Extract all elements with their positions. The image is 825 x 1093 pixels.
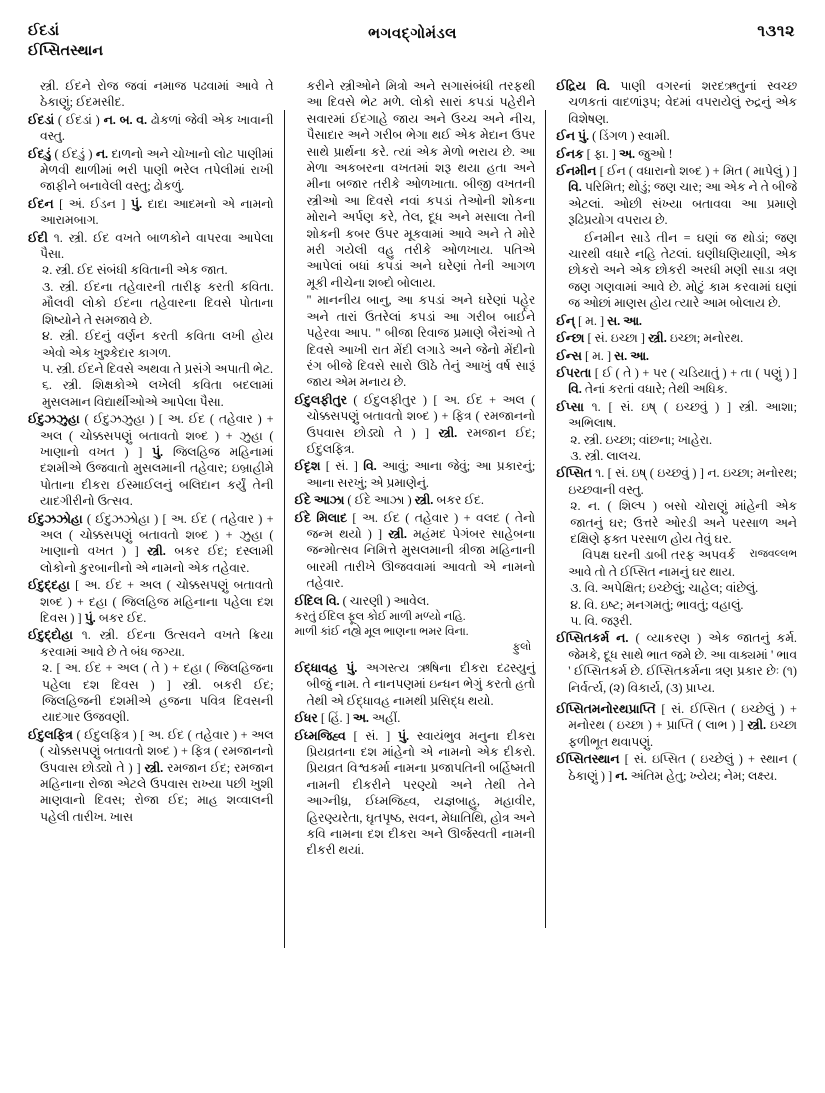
quote-line: અને તારાં ઉતરેલાં કપડાં આ ગરીબ બાર્ઈને: [306, 309, 536, 324]
headword: ઈપ્સિતકર્મ: [556, 631, 610, 646]
definition: આવું; આના જેવું; આ પ્રકારનું; આના સરખું; એ પ્રમાણેનું.: [306, 459, 536, 490]
entry-continuation: [28, 78, 274, 111]
headword: ઈપ્સિત: [556, 466, 592, 481]
note-attribution: રાજવલ્લભ: [749, 548, 797, 561]
headword: ઈદુલફીતુર: [294, 392, 347, 407]
definition: જુઓ !: [638, 146, 673, 161]
headword: ઈદડાં: [28, 112, 55, 127]
part-of-speech: સ્ત્રી.: [388, 526, 407, 541]
entry-idadan: [28, 112, 274, 145]
sense-1: ૧. સ્ત્રી. ઈદના ઉત્સવને વખતે ક્રિયા કરવામાં આવે છે તે બંધ જગ્યા.: [40, 628, 274, 659]
headword: ઈપરતા: [556, 365, 592, 380]
headword: ઈદુદ્દોહા: [28, 628, 73, 643]
column-2: [285, 78, 546, 1078]
part-of-speech: પું.: [346, 660, 358, 675]
etymology: ( ઈદુઝઝુહા ) [ અ. ઈદ ( તહેવાર ) + અલ ( ચોક્કસપણું બતાવતો શબ્દ ) + ઝુહા ( ખાણાનો વખત ) ]: [40, 412, 274, 459]
etymology: [ સં. ]: [325, 459, 358, 474]
sense-1: ૧. સ્ત્રી. ઈદ વખતે બાળકોને વાપરવા આપેલા પૈસા.: [40, 230, 274, 262]
guide-word-first: ઈદડાં: [28, 23, 60, 39]
headword: ઈદી: [28, 230, 48, 245]
entry-ipsit: [556, 465, 797, 629]
part-of-speech: અ.: [352, 711, 369, 726]
headword: ઈદિલ: [294, 593, 323, 608]
note-line: ઈનમીન સાડે તીન = ઘણાં જ થોડાં; જણ: [584, 230, 797, 245]
sense-1: ૧. [ સં. ઇષ્ ( ઇચ્છવું ) ] સ્ત્રી. આશા; અભિલાષ.: [568, 399, 797, 431]
headword: ઈધ્મજિહ્વ: [294, 728, 346, 743]
entry-inak: [556, 146, 797, 162]
etymology: [ અ. ઈદ ( તહેવાર ) + વલદ ( તેનો જન્મ થયો ) ]: [306, 510, 536, 541]
entry-in: [556, 128, 797, 144]
part-of-speech: સ્ત્રી.: [147, 544, 166, 559]
definition: અહીં.: [371, 711, 401, 726]
headword: ઈદુઝઝુહા: [28, 412, 80, 427]
part-of-speech: પું.: [398, 728, 410, 743]
part-of-speech: સ્ત્રી.: [414, 493, 434, 508]
entry-iparta: [556, 365, 797, 398]
part-of-speech: વિ.: [596, 79, 610, 93]
verse-line: કરતું ઈદિલ ફૂલ કોઈ માળી મળ્યો નહિ.: [294, 611, 466, 623]
entry-idhdhavah: [295, 660, 536, 709]
definition: ઇચ્છા ફળીભૂત થવાપણું.: [568, 718, 797, 749]
etymology: [ ઈ ( તે ) + પર ( ચડિયાતું ) + તા ( પણું ) ]: [594, 365, 797, 380]
part-of-speech: સ્ત્રી.: [747, 718, 767, 733]
quoted-passage: [295, 292, 536, 390]
continuation-line: અને મસાલા તેની શોકની કબર ઉપર મૂકવામાં: [306, 210, 536, 241]
guide-word-last: ઈપ્સિતસ્થાન: [28, 42, 104, 59]
continuation-line: પહેરીને સવારમાં ઈદગાહે જાય અને ઉચ્ચ અને: [306, 95, 536, 126]
etymology: [ હિં. ]: [320, 711, 350, 726]
headword: ઈદે મિલાદ: [294, 510, 347, 525]
verse-citation: [295, 610, 536, 655]
headword: ઈદુલફિત્ર: [28, 727, 73, 742]
etymology: [ સં. ઈપ્સિત ( ઇચ્છેલું ) + મનોરથ ( ઇચ્છા ) + પ્રાપ્તિ ( લાભ ) ]: [568, 702, 797, 733]
headword: ઈપ્સા: [556, 399, 584, 414]
definition: સ્વાયંભુવ મનુના દીકરા પ્રિયવ્રતના દશ માંહેનો એ નામનો એક દીકરો. પ્રિયવ્રત વિશ્વકર્મા નામના પ્રજાપતિની બર્હિષ્મતી નામની દીકરીને પરણ્યો અને તેથી તેને આગ્નીધ્ર, ઈધ્મજિહ્વ, યજ્ઞબાહુ, મહાવીર, હિરણ્યરેતા, ઘૃતપૃષ્ઠ, સવન, મેધાતિથિ, હોત્ર અને કવિ નામના દશ દીકરા અને ઊર્જસ્વતી નામની દીકરી થયાં.: [306, 728, 536, 858]
sense-5: ૫. વિ. જરૂરી.: [570, 614, 633, 628]
etymology: ( ઈદુઝઝોહા ) [ અ. ઈદ ( તહેવાર ) + અલ ( ચોક્કસપણું બતાવતો શબ્દ ) + ઝુહા ( ખાણાનો વખત ) ]: [40, 511, 274, 559]
continuation-line: મેદાન ઉપર સાથે પ્રાર્થના કરે. ત્યાં એક મેળો: [306, 128, 536, 159]
definition: ઢોકળાં જેવી એક ખાવાની વસ્તુ.: [40, 112, 274, 144]
continuation-line: આ દિવસે ભેટ મળે. લોકો સારાં કપડાં: [306, 95, 494, 110]
part-of-speech: સ. આ.: [614, 348, 649, 363]
headword: ઈદુદ્દહા: [28, 578, 70, 593]
etymology: ( વ્યાકરણ ): [635, 631, 702, 646]
continuation-line: તે ઠેકાણું; ઈદમસીદ.: [40, 79, 274, 110]
continuation-line: કરીને સ્ત્રીઓને મિત્રો અને સગાસંબંધી તરફથી: [306, 79, 536, 93]
headword: ઈદડું: [28, 146, 52, 161]
columns-container: [18, 78, 807, 1078]
part-of-speech: ન.: [95, 146, 109, 161]
definition: બકર ઈદ; દસ્લામી લોકોનો કુરબાનીનો એ નામનો એક તહેવાર.: [40, 544, 274, 575]
entry-idan: [28, 196, 274, 229]
entry-idhmajihva: [295, 728, 536, 859]
column-3: [546, 78, 807, 1078]
etymology: ( ઈદુલફિત્ર ) [ અ. ઈદ ( તહેવાર ) + અલ ( ચોક્કસપણું બતાવતો શબ્દ ) + ફિત્ર ( રમજાનનો ઉપવાસ છોડ્યો તે ) ]: [40, 727, 274, 775]
definition: જિલહિજ મહિનામાં દશમીએ ઉજવાતો મુસલમાની તહેવાર; ઇબ્રાહીમે પોતાના દીકરા ઈસ્માઈલનું બલિદાન કર્યું તેની યાદગીરીનો ઉત્સવ.: [40, 444, 274, 509]
headword: ઈપ્સિતસ્થાન: [556, 752, 620, 767]
headword: ઈન્સ: [556, 348, 582, 363]
part-of-speech: વિ.: [326, 593, 340, 608]
sense-4: ૪. સ્ત્રી. ઈદનું વર્ણન કરતી કવિતા લખી હોય એવો એક ખુશ્કેદાર કાગળ.: [42, 329, 274, 360]
sense-1: ૧. [ સં. ઇષ્ ( ઇચ્છવું ) ] ન. ઇચ્છા; મનોરથ; ઇચ્છવાની વસ્તુ.: [568, 466, 797, 497]
headword: ઈદન: [28, 196, 54, 211]
note-line: ત્યારે આમ બોલાય છે.: [674, 296, 781, 311]
headword: ઈદ્ધાવહ: [294, 660, 338, 675]
headword: ઈન્: [556, 313, 575, 328]
definition: તેનાં કરતાં વધારે; તેથી અધિક.: [584, 382, 728, 397]
entry-ins: [556, 348, 797, 364]
definition: સ્વામી.: [637, 129, 670, 144]
quote-line: આખું વર્ષ સારૂં જાય એમ મનાય છે.: [306, 358, 536, 390]
entry-idhar: [295, 710, 536, 726]
entry-ide-milad: [295, 510, 536, 592]
definition: દાદા આદમનો એ નામનો આરામબાગ.: [40, 196, 274, 228]
quote-line: મેંદીનો રંગ બીજે દિવસે સારો ઊઠે તેનું: [306, 342, 536, 373]
column-1: [18, 78, 284, 1078]
verse-attribution: ફુલો: [512, 641, 532, 654]
part-of-speech: ન. બ. વ.: [103, 112, 148, 127]
part-of-speech: પું.: [577, 129, 590, 144]
page-number: ૧૩૧૨: [757, 23, 795, 40]
part-of-speech: સ. આ.: [607, 313, 642, 328]
continuation-line: થયા હતા અને મીના બજાર તરીકે ઓળખાતા.: [306, 161, 536, 192]
entry-iduzzuha: [28, 411, 274, 509]
etymology: [ અં. ઈડન ]: [59, 196, 126, 211]
continuation-line: નીચ, પૈસાદાર અને ગરીબ ભેગા થઈ એક: [306, 111, 536, 143]
headword: ઈનમીન: [556, 164, 597, 179]
continuation-line: તેઓની શોકના મોરાને અર્પણ કરે, તેલ, દૂધ: [306, 193, 536, 225]
part-of-speech: પું.: [84, 611, 96, 625]
part-of-speech: સ્ત્રી.: [648, 331, 667, 346]
etymology: ( ઈદડાં ): [57, 112, 100, 127]
etymology: ( ઈદડું ): [54, 146, 93, 161]
entry-ipsitkarma: [556, 630, 797, 696]
headword: ઈધર: [294, 711, 318, 726]
definition: પરિમિત; થોડું; જણ ચાર; આ એક ને તે બીજે એટલાં. ઓછી સંખ્યા બતાવવા આ પ્રમાણે રૂઢિપ્રયોગ વપરાય છે.: [568, 180, 797, 228]
entry-ide-aza: [295, 492, 536, 508]
etymology: ( ઈદે આઝા ): [347, 493, 412, 508]
quote-line: તે દિવસે આખી રાત મેંદી લગાડે અને જેનો: [306, 326, 536, 357]
definition: અગસ્ત્ય ઋષિના દીકરા દઢસ્યુનું બીજું નામ. તે નાનપણમાં ઇન્ધન ભેગું કરતો હતો તેથી એ ઈદ્ધાવહ નામથી પ્રસિદ્ધ થયો.: [306, 660, 536, 708]
part-of-speech: પું.: [130, 196, 143, 211]
definition: બકર ઈદ.: [98, 611, 147, 625]
sense-2: ૨. [ અ. ઈદ + અલ ( તે ) + દહા ( જિલહિજના પહેલા દશ દિવસ ) ] સ્ત્રી. બકરી ઈદ; જિલહિજની દશમીએ હજના પવિત્ર દિવસની યાદગાર ઉજવણી.: [42, 661, 274, 725]
continuation-line: ઓળખાય. પતિએ આપેલાં બધાં કપડાં અને: [306, 243, 536, 274]
etymology: [ મ. ]: [584, 348, 612, 363]
definition: બકર ઈદ.: [436, 493, 484, 508]
sense-3: ૩. વિ. અપેક્ષિત; ઇચ્છેલું; ચાહેલ; વાંછેલું.: [570, 581, 759, 596]
entry-continuation: [295, 78, 536, 291]
part-of-speech: વિ.: [568, 180, 582, 195]
etymology: ( ચારણી ): [342, 593, 391, 608]
entry-iduddaha: [28, 577, 274, 626]
headword: ઈદ્રિય: [556, 79, 586, 93]
entry-inmin: [556, 163, 797, 229]
entry-idulfitur: [295, 392, 536, 458]
note-line: એક છોકરો અને એક છોકરી અરધી મણી: [568, 247, 797, 278]
headword: ઈન: [556, 129, 575, 144]
book-title: ભગવદ્ગોમંડલ: [368, 26, 457, 42]
headword: ઈદૃશ: [294, 459, 321, 474]
etymology: [ અ. ઈદ + અલ ( ચોક્કસપણું બતાવતો શબ્દ ) + દહા ( જિલહિજ મહિનાના પહેલા દશ દિવસ ) ]: [40, 578, 274, 625]
definition: દાળનો અને ચોખાનો લોટ પાણીમાં મેળવી થાળીમાં ભરી પાણી ભરેલ તપેલીમાં રાખી જાફીને બનાવેલી વસ્તુ; ઢોકળું.: [40, 146, 274, 194]
entry-inchha: [556, 330, 797, 346]
sense-4: ૪. વિ. ઇષ્ટ; મનગમતું; ભાવતું; વહાલું.: [570, 597, 744, 612]
note-line: સાડા ત્રણ જણ ગણવામાં આવે છે. મોટું: [568, 263, 797, 294]
definition: રમજાન ઈદ; ઈદુલફિત્ર.: [306, 425, 536, 456]
verse-line: માળી કાંઈ નહ્યે મૂલ ભાણના ભમર વિના.: [294, 626, 469, 639]
definition: રમજાન ઈદ; રમજાન મહિનાના રોજા એટલે ઉપવાસ રાખ્યા પછી ખુશી માણવાનો દિવસ; રોજા ઈદ; માહ શવ્વાલની પહેલી તારીખ. ખાસ: [40, 760, 274, 824]
definition: અંતિમ હેતુ; ખ્યેય; નેમ; લક્ષ્ય.: [630, 768, 778, 783]
part-of-speech: ન.: [616, 631, 629, 646]
headword: ઈદુઝઝોહા: [28, 511, 83, 526]
sense-5: ૫. સ્ત્રી. ઈદને દિવસે અથવા તે પ્રસંગે અપાતી ભેટ.: [42, 361, 274, 376]
headword: ઈદે આઝા: [294, 493, 345, 508]
entry-iduddoha: [28, 627, 274, 725]
part-of-speech: ન.: [615, 768, 628, 783]
entry-ipsa: [556, 399, 797, 465]
part-of-speech: વિ.: [363, 459, 377, 474]
sense-2: ૨. સ્ત્રી. ઇચ્છા; વાંછના; ખાહેરા.: [570, 432, 713, 447]
continuation-line: ભરાય છે. આ મેળા અકબરના વખતમાં શરૂ: [306, 144, 536, 176]
sense-2: ૨. સ્ત્રી. ઈદ સંબંધી કવિતાની એક જાત.: [42, 263, 228, 278]
entry-idadun: [28, 146, 274, 195]
definition: મહંમદ પેગંબર સાહેબના જન્મોત્સવ નિમિત્તે મુસલમાની ત્રીજા મહિનાની બારમી તારીખે ઊજવવામાં આવતો એ નામનો તહેવાર.: [306, 526, 536, 591]
entry-iduzzoha: [28, 511, 274, 577]
quote-line: " માનનીય બાનુ, આ કપડાં અને ઘરેણાં પહેર: [306, 293, 536, 308]
etymology: [ સં. ઇપ્સિત ( ઇચ્છેલું ) + સ્થાન ( ઠેકાણું ) ]: [568, 752, 797, 783]
entry-idrush: [295, 458, 536, 491]
sense-3: ૩. સ્ત્રી. ઈદના તહેવારની તારીફ કરતી કવિતા. મૌલવી લોકો ઈદના તહેવારના દિવસે પોતાના શિષ્યોને તે સમજાવે છે.: [42, 279, 274, 327]
part-of-speech: પું.: [152, 444, 164, 459]
part-of-speech: સ્ત્રી.: [144, 760, 164, 775]
part-of-speech: અ.: [618, 146, 636, 161]
entry-ipsitsthan: [556, 751, 797, 784]
entry-idulfitr: [28, 727, 274, 825]
headword: ઈનક: [556, 146, 584, 161]
part-of-speech: સ્ત્રી.: [438, 425, 458, 440]
definition: ઇચ્છા; મનોરથ.: [669, 331, 744, 346]
entry-idil: [295, 593, 536, 609]
etymology: [ સં. ઇચ્છા ]: [587, 331, 645, 346]
etymology: ( ડિંગળ ): [592, 129, 635, 144]
definition: પાણી વગરનાં શરદઋતુનાં સ્વચ્છ ચળકતાં વાદળાંરૂપ; વેદમાં વપરાયેલું રુદ્રનું એક વિશેષણ.: [568, 79, 797, 126]
etymology: ( ઈદુલફીતુર ) [ અ. ઈદ + અલ ( ચોક્કસપણું બતાવતો શબ્દ ) + ફિત્ર ( રમજાનનો ઉપવાસ છોડ્યો તે ) ]: [306, 392, 536, 440]
continuation-line: બીજી વખતની સ્ત્રીઓ આ દિવસે નવાં કપડાં: [306, 177, 536, 208]
definition: આવેલ.: [393, 593, 430, 608]
entry-idi: [28, 230, 274, 410]
etymology: [ ઈન ( વધારાનો શબ્દ ) + મિત ( માપેલું ) ]: [599, 164, 797, 179]
sense-2: ૨. ન. ( શિલ્પ ) બસો ચોરાણું માંહેની એક જાતનું ઘર; ઉત્તરે ઓરડી અને પરસાળ અને દક્ષિણે ફક્ત પરસાળ હોય તેવું ઘર.: [570, 499, 797, 546]
usage-note: [556, 230, 797, 312]
sense-6: ૬. સ્ત્રી. શિક્ષકોએ લખેલી કવિતા બદલામાં મુસલમાન વિદ્યાર્થીઓએ આપેલા પૈસા.: [42, 378, 274, 409]
entry-ipsitmanorathprapti: [556, 701, 797, 750]
entry-idriya: [556, 78, 797, 127]
etymology: [ ફા. ]: [586, 146, 616, 161]
note-line: ચારથી વધારે નહિ તેટલાં. ઘણીધણિયાણી,: [568, 247, 771, 262]
continuation-line: સ્ત્રી. ઈદને રોજ જવાં નમાજ પઢવામાં આવે: [40, 79, 259, 93]
headword: ઈપ્સિતમનોરથપ્રાપ્તિ: [556, 702, 656, 717]
definition: એક જાતનું કર્મ. જેમકે, દૂધ સાથે ભાત જમે છે. આ વાક્યમાં ' ભાવ ' ઈપ્સિતકર્મ છે. ઈપ્સિતકર્મના ત્રણ પ્રકાર છેઃ (૧) નિર્વર્ત્ય, (૨) વિકાર્ય, (૩) પ્રાપ્ય.: [568, 631, 797, 695]
entry-in-marathi: [556, 313, 797, 329]
quote-line: પહેરવા આપ. " બીજા રિવાજ પ્રમાણે બૈરાંઓ: [306, 326, 523, 341]
continuation-line: આવે અને તે મોરે મરી ગયેલી વહુ તરીકે: [306, 226, 536, 258]
note-line: કામ કરવામાં ઘણાં જ ઓછાં માણસ હોય: [568, 279, 797, 311]
page-header: [18, 22, 807, 74]
part-of-speech: વિ.: [568, 382, 582, 397]
continuation-line: ઘરેણાં તેની આગળ મૂકી નીચેના શબ્દો બોલાય.: [306, 259, 536, 290]
etymology: [ સં. ]: [353, 728, 391, 743]
etymology: [ મ. ]: [577, 313, 605, 328]
note-line: વિપક્ષ ઘરની ડાબી તરફ અપવર્ક આવે તો તે: [568, 548, 736, 579]
note-line: ઈપ્સિત નામનું ઘર થાય.: [620, 564, 735, 579]
headword: ઈન્છા: [556, 331, 585, 346]
sense-3: ૩. સ્ત્રી. લાલચ.: [570, 448, 641, 463]
